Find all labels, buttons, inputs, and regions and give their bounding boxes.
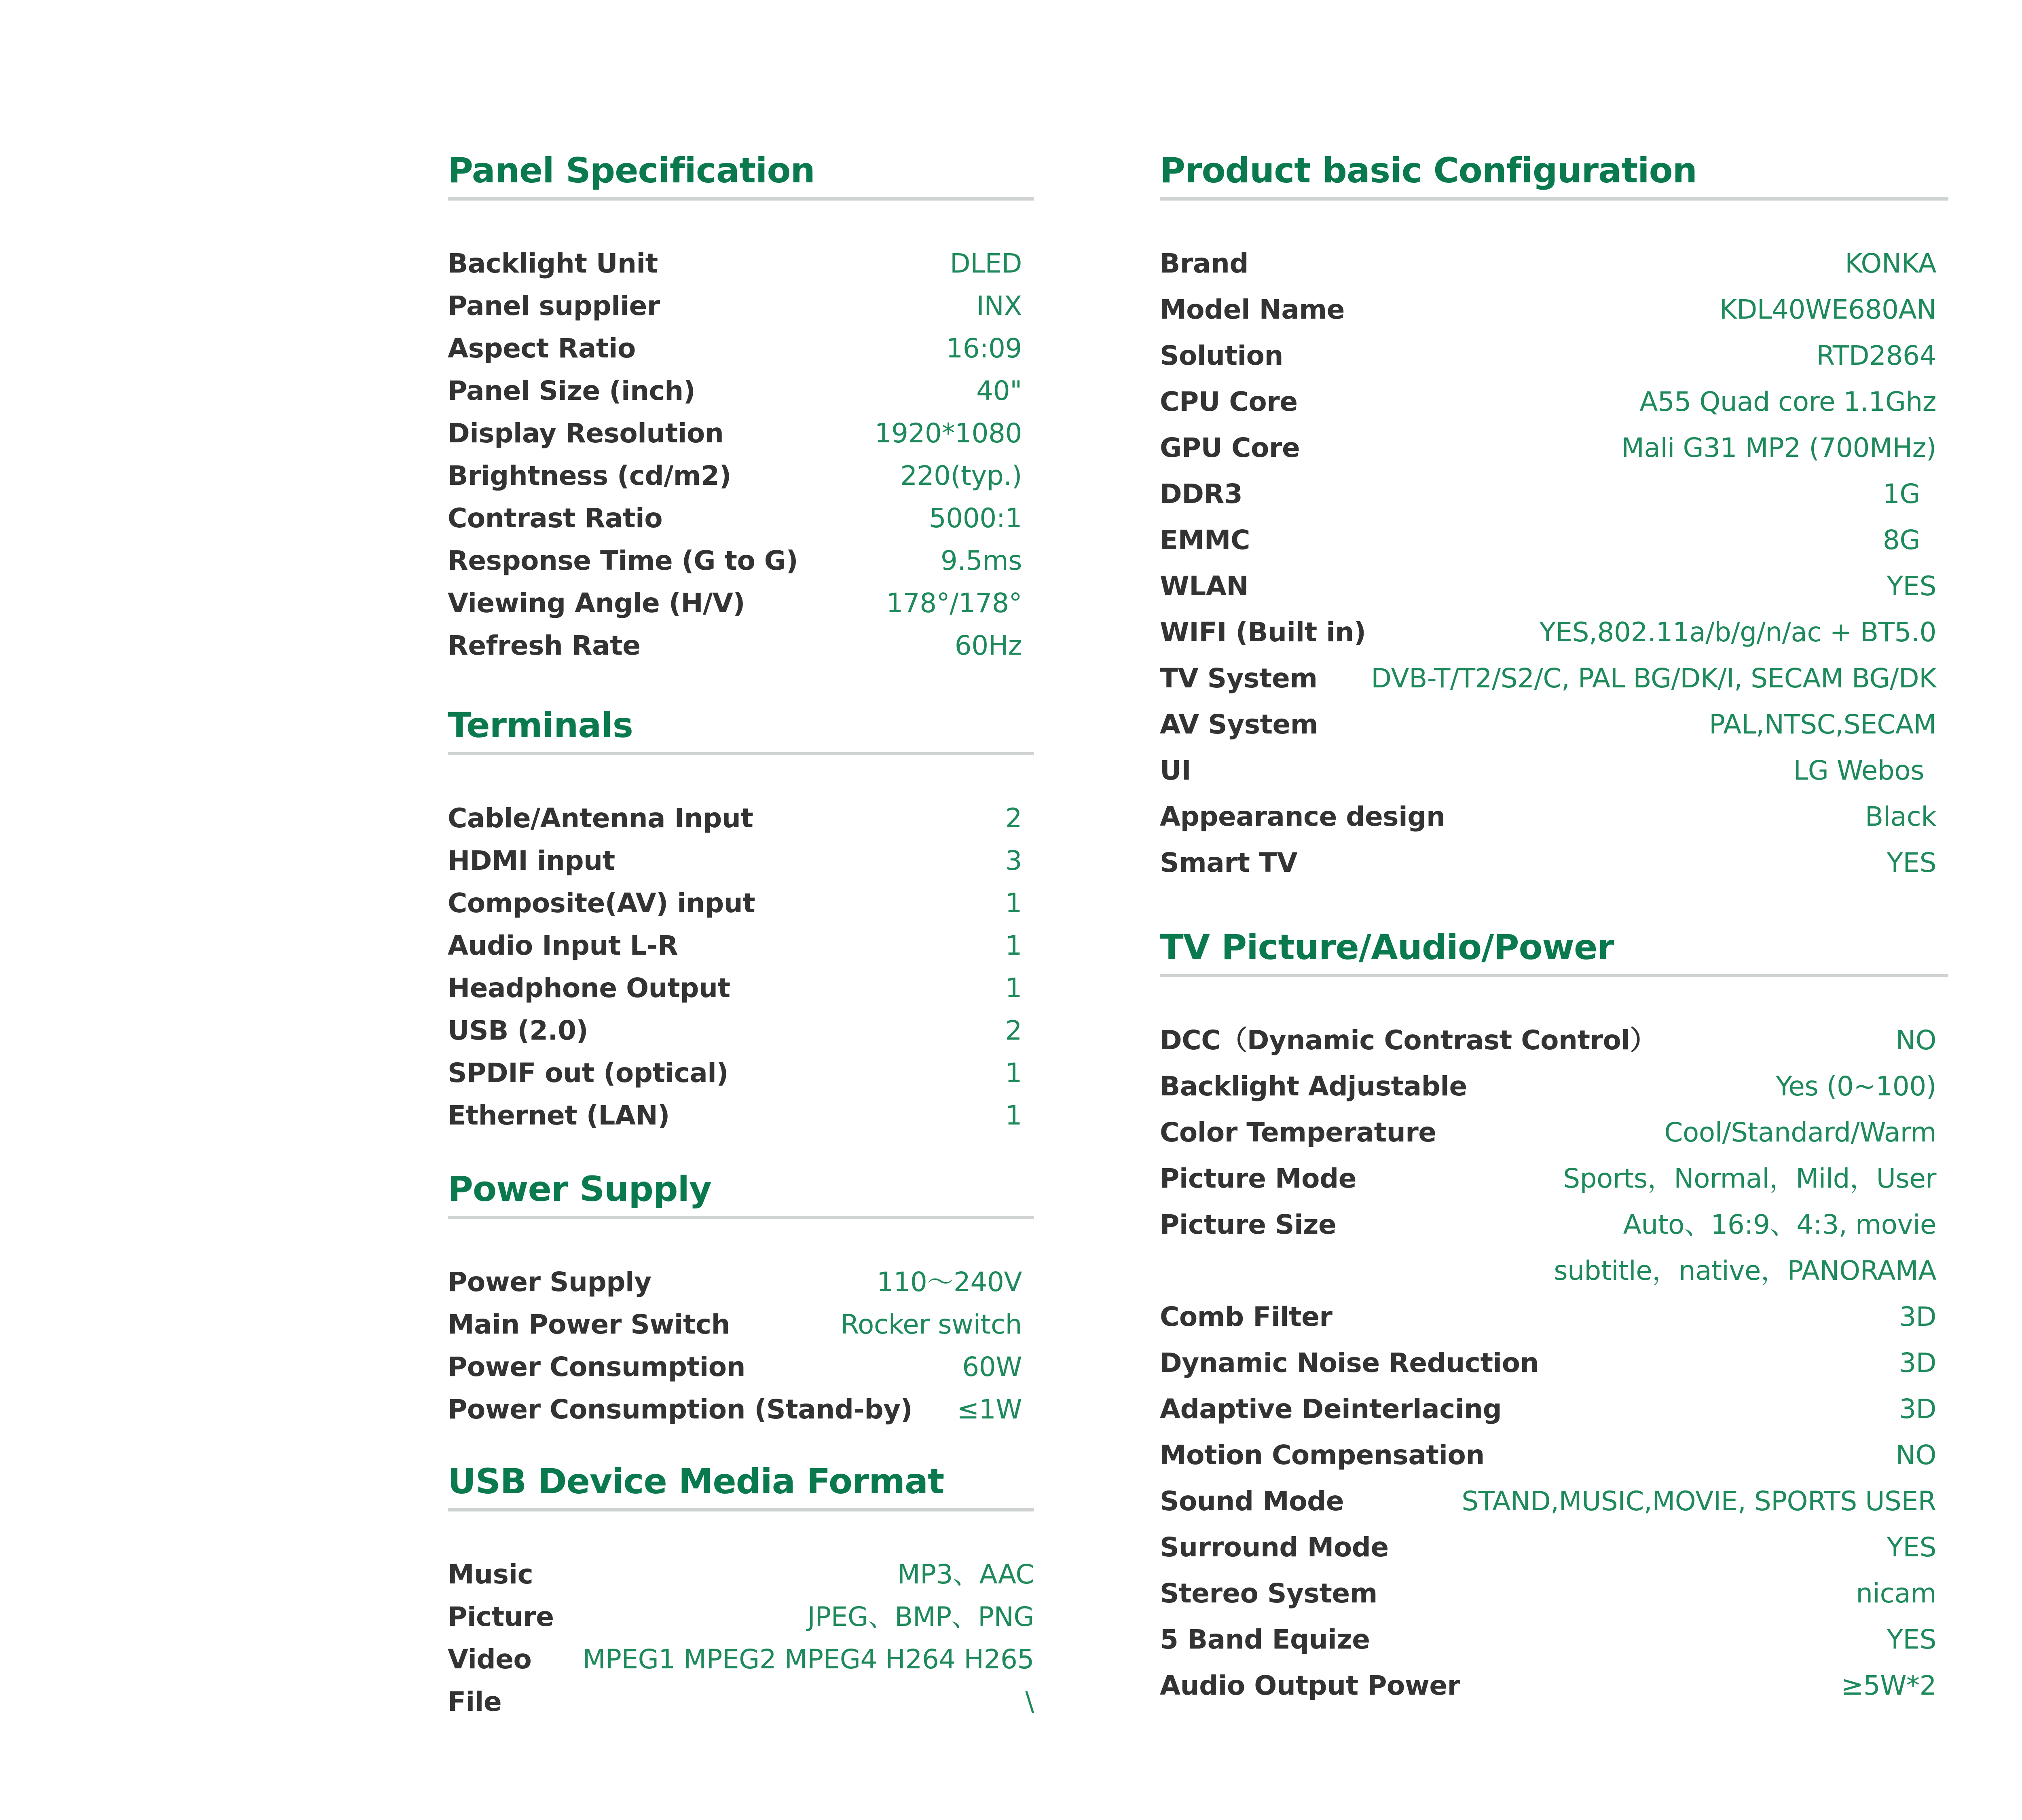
spec-label: Video	[448, 1644, 532, 1675]
spec-value: PAL,NTSC,SECAM	[1709, 709, 1936, 740]
spec-label: Music	[448, 1559, 533, 1590]
spec-value: 1	[1005, 888, 1022, 919]
spec-label: Sound Mode	[1160, 1486, 1344, 1517]
spec-value: 1	[1005, 972, 1022, 1004]
spec-value: ≥5W*2	[1841, 1670, 1936, 1701]
spec-label: USB (2.0)	[448, 1015, 588, 1046]
spec-value: RTD2864	[1816, 340, 1936, 371]
spec-label: Refresh Rate	[448, 630, 641, 661]
spec-label: File	[448, 1686, 502, 1717]
spec-label: Panel Size (inch)	[448, 375, 696, 406]
spec-value: 3D	[1899, 1347, 1936, 1378]
spec-value: 16:09	[946, 333, 1022, 364]
spec-value: DVB-T/T2/S2/C, PAL BG/DK/I, SECAM BG/DK	[1371, 663, 1936, 694]
spec-value: Sports，Normal，Mild，User	[1563, 1163, 1936, 1194]
spec-label: Power Consumption	[448, 1351, 746, 1382]
spec-label: Headphone Output	[448, 972, 730, 1004]
section-title: Product basic Configuration	[1160, 150, 1697, 191]
spec-value: A55 Quad core 1.1Ghz	[1639, 386, 1936, 417]
spec-label: DDR3	[1160, 478, 1243, 509]
spec-label: GPU Core	[1160, 432, 1300, 463]
spec-value: 2	[1005, 1015, 1022, 1046]
spec-label: Backlight Unit	[448, 248, 658, 279]
spec-label: Appearance design	[1160, 801, 1445, 832]
spec-label: HDMI input	[448, 845, 615, 876]
spec-label: Viewing Angle (H/V)	[448, 588, 745, 619]
spec-value: subtitle，native，PANORAMA	[1554, 1255, 1936, 1286]
spec-value: ≤1W	[956, 1394, 1022, 1425]
section-title: Terminals	[448, 705, 633, 746]
spec-label: Brand	[1160, 248, 1249, 279]
spec-value: 9.5ms	[940, 545, 1022, 576]
spec-value: YES	[1887, 1624, 1936, 1655]
spec-label: Contrast Ratio	[448, 503, 663, 534]
spec-label: Picture Size	[1160, 1209, 1337, 1240]
spec-label: Model Name	[1160, 294, 1345, 325]
section-divider	[448, 752, 1034, 755]
spec-label: Audio Input L-R	[448, 930, 678, 961]
spec-value: Cool/Standard/Warm	[1664, 1117, 1936, 1148]
spec-label: DCC（Dynamic Contrast Control）	[1160, 1025, 1657, 1056]
spec-value: 1	[1005, 1057, 1022, 1089]
spec-value: Mali G31 MP2 (700MHz)	[1621, 432, 1936, 463]
spec-value: 1G	[1882, 478, 1920, 509]
spec-label: Response Time (G to G)	[448, 545, 798, 576]
spec-label: Aspect Ratio	[448, 333, 636, 364]
spec-label: Display Resolution	[448, 418, 724, 449]
spec-label: UI	[1160, 755, 1191, 786]
spec-value: YES,802.11a/b/g/n/ac + BT5.0	[1539, 617, 1936, 648]
spec-value: KONKA	[1845, 248, 1936, 279]
spec-label: EMMC	[1160, 524, 1250, 556]
spec-value: 1	[1005, 930, 1022, 961]
spec-value: JPEG、BMP、PNG	[807, 1601, 1034, 1632]
spec-value: 220(typ.)	[900, 460, 1022, 491]
spec-label: Power Supply	[448, 1266, 651, 1298]
section-divider	[1160, 974, 1948, 977]
spec-value: LG Webos	[1793, 755, 1924, 786]
spec-value: MP3、AAC	[897, 1559, 1034, 1590]
spec-value: YES	[1887, 1532, 1936, 1563]
spec-value: 1	[1005, 1100, 1022, 1131]
spec-value: MPEG1 MPEG2 MPEG4 H264 H265	[582, 1644, 1034, 1675]
spec-value: 5000:1	[929, 503, 1022, 534]
spec-label: Composite(AV) input	[448, 888, 755, 919]
spec-value: NO	[1895, 1440, 1936, 1471]
spec-value: Auto、16:9、4:3, movie	[1623, 1209, 1936, 1240]
spec-label: Picture Mode	[1160, 1163, 1356, 1194]
spec-value: 1920*1080	[874, 418, 1022, 449]
spec-label: WLAN	[1160, 571, 1249, 602]
spec-label: Solution	[1160, 340, 1283, 371]
section-divider	[1160, 197, 1948, 201]
spec-label: Main Power Switch	[448, 1309, 730, 1340]
spec-label: Backlight Adjustable	[1160, 1071, 1467, 1102]
spec-value: 3	[1005, 845, 1022, 876]
spec-label: Picture	[448, 1601, 554, 1632]
spec-label: Stereo System	[1160, 1578, 1377, 1609]
spec-value: Yes (0~100)	[1776, 1071, 1936, 1102]
spec-value: 3D	[1899, 1393, 1936, 1425]
spec-label: WIFI (Built in)	[1160, 617, 1366, 648]
section-title: Panel Specification	[448, 150, 815, 191]
spec-value: Rocker switch	[840, 1309, 1022, 1340]
spec-value: 3D	[1899, 1301, 1936, 1332]
spec-value: nicam	[1856, 1578, 1936, 1609]
section-divider	[448, 1508, 1034, 1511]
spec-value: 8G	[1882, 524, 1920, 556]
spec-value: 60W	[962, 1351, 1022, 1382]
section-title: Power Supply	[448, 1169, 712, 1209]
spec-label: Cable/Antenna Input	[448, 803, 753, 834]
spec-value: YES	[1887, 847, 1936, 878]
spec-label: Audio Output Power	[1160, 1670, 1460, 1701]
spec-value: 2	[1005, 803, 1022, 834]
spec-value: YES	[1887, 571, 1936, 602]
spec-label: Brightness (cd/m2)	[448, 460, 732, 491]
spec-value: 178°/178°	[886, 588, 1022, 619]
spec-label: Adaptive Deinterlacing	[1160, 1393, 1502, 1425]
spec-value: \	[1025, 1686, 1034, 1717]
spec-value: 40"	[976, 375, 1022, 406]
section-title: TV Picture/Audio/Power	[1160, 927, 1614, 968]
spec-value: STAND,MUSIC,MOVIE, SPORTS USER	[1462, 1486, 1936, 1517]
spec-value: DLED	[950, 248, 1022, 279]
spec-value: KDL40WE680AN	[1719, 294, 1936, 325]
section-divider	[448, 1216, 1034, 1219]
spec-label: Power Consumption (Stand-by)	[448, 1394, 913, 1425]
spec-label: 5 Band Equize	[1160, 1624, 1370, 1655]
spec-label: Smart TV	[1160, 847, 1298, 878]
spec-label: Comb Filter	[1160, 1301, 1332, 1332]
spec-value: 60Hz	[954, 630, 1022, 661]
section-title: USB Device Media Format	[448, 1461, 944, 1502]
section-divider	[448, 197, 1034, 201]
spec-value: INX	[976, 290, 1022, 321]
spec-label: CPU Core	[1160, 386, 1298, 417]
spec-value: NO	[1895, 1025, 1936, 1056]
spec-label: AV System	[1160, 709, 1318, 740]
spec-label: Color Temperature	[1160, 1117, 1436, 1148]
spec-label: Surround Mode	[1160, 1532, 1389, 1563]
spec-value: Black	[1865, 801, 1936, 832]
spec-label: SPDIF out (optical)	[448, 1057, 729, 1089]
spec-label: Motion Compensation	[1160, 1440, 1485, 1471]
spec-label: TV System	[1160, 663, 1318, 694]
spec-label: Ethernet (LAN)	[448, 1100, 670, 1131]
spec-label: Dynamic Noise Reduction	[1160, 1347, 1539, 1378]
spec-value: 110～240V	[876, 1266, 1022, 1298]
spec-label: Panel supplier	[448, 290, 660, 321]
